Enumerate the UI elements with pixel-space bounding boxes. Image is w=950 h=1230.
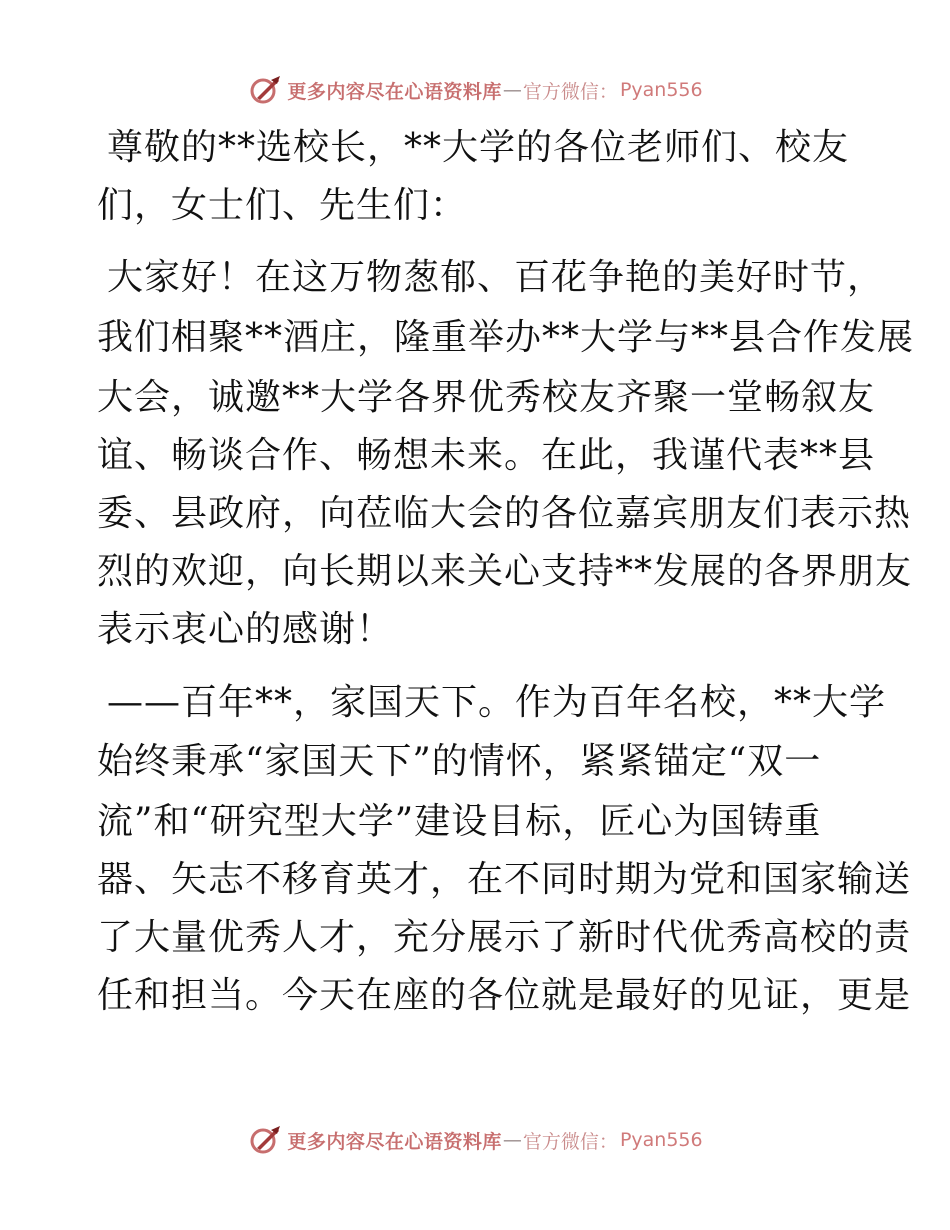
- text-line: 们，女士们、先生们：: [97, 185, 468, 226]
- text-line: 我们相聚**酒庄，隆重举办**大学与**县合作发展: [97, 317, 915, 358]
- banner-contact-label: 官方微信：: [522, 1130, 618, 1153]
- banner-main-text: 更多内容尽在心语资料库: [287, 1130, 502, 1153]
- text-line: 流”和“研究型大学”建设目标，匠心为国铸重: [97, 801, 822, 842]
- text-line: 了大量优秀人才，充分展示了新时代优秀高校的责: [97, 917, 912, 958]
- text-line: 始终秉承“家国天下”的情怀，紧紧锚定“双一: [97, 741, 822, 782]
- text-line: 尊敬的**选校长，**大学的各位老师们、校友: [107, 127, 850, 168]
- header-watermark-banner: [0, 70, 950, 110]
- text-line: ——百年**，家国天下。作为百年名校，**大学: [107, 682, 887, 723]
- quill-logo-icon: [247, 1122, 283, 1158]
- banner-separator: —: [502, 79, 522, 101]
- banner-contact-id: Pyan556: [619, 79, 703, 101]
- text-line: 大家好！在这万物葱郁、百花争艳的美好时节，: [107, 257, 885, 298]
- text-line: 烈的欢迎，向长期以来关心支持**发展的各界朋友: [97, 551, 913, 592]
- quill-logo-icon: [247, 72, 283, 108]
- banner-contact-label: 官方微信：: [522, 80, 618, 103]
- text-line: 委、县政府，向莅临大会的各位嘉宾朋友们表示热: [97, 493, 912, 534]
- banner-main-text: 更多内容尽在心语资料库: [287, 80, 502, 103]
- text-line: 谊、畅谈合作、畅想未来。在此，我谨代表**县: [97, 435, 876, 476]
- text-line: 任和担当。今天在座的各位就是最好的见证，更是: [97, 975, 912, 1016]
- text-line: 表示衷心的感谢！: [97, 609, 394, 650]
- banner-separator: —: [502, 1129, 522, 1151]
- text-line: 器、矢志不移育英才，在不同时期为党和国家输送: [97, 859, 912, 900]
- text-line: 大会，诚邀**大学各界优秀校友齐聚一堂畅叙友: [97, 377, 876, 418]
- banner-contact-id: Pyan556: [619, 1129, 703, 1151]
- footer-watermark-banner: [0, 1120, 950, 1160]
